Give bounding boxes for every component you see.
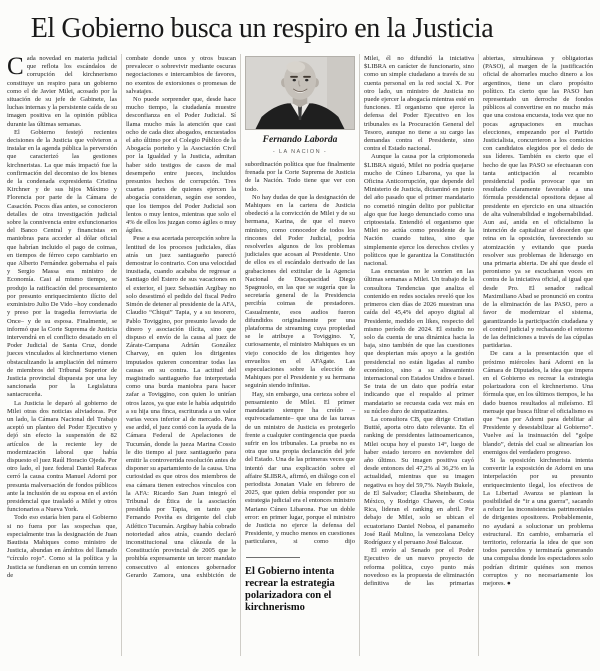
article-body [0, 54, 600, 656]
paragraph: Milei, él no difundió la iniciativa $LIBRA en carácter de funcionario, sino como un simple ciudadano a través de su cuenta personal en la red social X. Por otro lado, un ministro de Justicia no puede ejercer la abogacía mientras esté en funciones. El organismo que ejerce la defensa del Poder Ejecutivo en los tribunales es la Procuración General del Tesoro, aunque no tiene a su cargo las demandas contra el Presidente, sino contra el Estado nacional. [364, 55, 474, 153]
paragraph: El Gobierno festejó recientes decisiones de la Justicia que volvieron a instalar en la agenda pública la perversión que caracterizó las gestiones kirchneristas. La que más impactó fue la confirmación del decomiso de los bienes de la condenada expresidenta Cristina Kirchner y de sus hijos Máximo y Florencia por parte de la Cámara de Casación. Pocos días antes, se conocieron detalles de otra investigación judicial sobre la connivencia entre exfuncionarios del Banco Central y financistas en maniobras para acceder al dólar oficial que habrían incluido el pago de coimas, en tiempos de férreo cepo cambiario en que Alberto Fernández gobernaba el país y Sergio Massa era ministro de Economía. Casi al mismo tiempo, se produjo la ratificación del procesamiento por presunto enriquecimiento ilícito del exministro Julio De Vido –hoy condenado y preso por la tragedia ferroviaria de Once– y de su esposa. Finalmente, se informó que la Corte Suprema de Justicia intervendrá en el conflicto desatado en el Poder Judicial de Santa Cruz, donde jueces vinculados al kirchnerismo vienen obstaculizando la ampliación del número de miembros del Tribunal Superior de Justicia provincial dispuesta por una ley sancionada por la Legislatura santacruceña. [7, 128, 117, 399]
paragraph: subordinación política que fue finalmente frenada por la Corte Suprema de Justicia de la Nación. Todo tiene que ver con todo. [245, 161, 355, 193]
paragraph: No puede sorprender que, desde hace mucho tiempo, la ciudadanía muestre desconfianza en el Poder Judicial. Sí llama mucho más la atención que casi ocho de cada diez abogados, encuestados el año último por el Colegio Público de la Abogacía porteño y la Asociación Civil por la Igualdad y la Justicia, admitan haber sido testigos de casos de mal desempeño entre jueces, incluidos presuntos hechos de corrupción. Tres cuartas partes de quienes ejercen la abogacía consideran, según ese sondeo, que los tiempos del Poder Judicial son lentos o muy lentos, mientras que solo el 4% de ellos los juzgan como ágiles o muy ágiles. [126, 96, 236, 235]
paragraph: La consultora CB, que dirige Cristian Buttié, aporta otro dato relevante. En el ranking de presidentes latinoamericanos, Milei ocupa hoy el puesto 14°, luego de haber estado tercero en noviembre del año último. Su imagen positiva cayó desde entonces del 47,2% al 36,2% en la actualidad, mientras que su imagen negativa es hoy del 59,7%. Nayib Bukele, de El Salvador; Claudia Sheinbaum, de México, y Rodrigo Chaves, de Costa Rica, lideran el ranking en abril. Por debajo de Milei, solo se ubican el ecuatoriano Daniel Noboa, el panameño José Raúl Mulino, la venezolana Delcy Rodríguez y el peruano José Balcazar. [364, 415, 474, 546]
pull-quote-rule [246, 557, 300, 558]
column-5 [478, 54, 597, 656]
paragraph: Aunque la causa por la criptomoneda $LIBRA siguió, Milei no podría quejarse mucho de Cúneo Libarona, ya que la Oficina Anticorrupción, que depende del Ministerio de Justicia, dictaminó en junio del año pasado que el primer mandatario no cometió ningún delito por publicitar algo que fue luego denunciado como una criptoestafa. Entendió el organismo que Milei no actúa como presidente de la Nación cuando tuitea, sino que simplemente ejerce los derechos civiles y políticos que le garantiza la Constitución nacional. [364, 153, 474, 268]
paragraph: Si la oposición kirchnerista intenta convertir la exposición de Adorni en una interpelación por su presunto enriquecimiento ilegal, los efectivos de La Libertad Avanza se plantean la posibilidad de “ir a una guerra”, sacando a relucir las inconsistencias patrimoniales de dirigentes opositores. Probablemente, no ayudará a solucionar un problema estructural. En cambio, embarraría el territorio, reforzaría la idea de que son todos parecidos y terminaría generando una compulsa donde los espectadores solo podrían dirimir quiénes son menos corruptos y no necesariamente los mejores. ● [483, 456, 593, 587]
author-name: Fernando Laborda [262, 135, 338, 145]
headline: El Gobierno busca un respiro en la Justicia [30, 13, 494, 44]
paragraph: No hay dudas de que la designación de Mahiques en la cartera de Justicia obedeció a la convicción de Milei y de su hermana, Karina, de que el nuevo ministro, como conocedor de todos los rincones del Poder Judicial, podría resolverles algunos de los problemas judiciales que acosan al Presidente. Uno de ellos es el escándalo derivado de las grabaciones del extitular de la Agencia Nacional de Discapacidad Diego Spagnuolo, en las que se sugería que la secretaría general de la Presidencia percibía coimas de prestadores. Casualmente, esos audios fueron difundidos originalmente por una plataforma de streaming cuya propiedad se le atribuye a Toviggino. Y, curiosamente, el ministro Mahiques es un viejo conocido de los dirigentes hoy envueltos en el AFAgate. Las especulaciones sobre la elección de Mahiques por el Presidente y su hermana seguirán siendo infinitas. [245, 193, 355, 390]
paragraph: Pese a esa acertada percepción sobre la lentitud de los procesos judiciales, días atrás un juez santiagueño pareció demostrar lo contrario. Con una velocidad inusitada, cuando acababa de regresar a Santiago del Estero de sus vacaciones en el exterior, el juez Sebastián Argibay no solo desestimó el pedido del fiscal Pedro Simón de detener al presidente de la AFA, Claudio “Chiqui” Tapia, y a su tesorero, Pablo Toviggino, por presunto lavado de dinero y asociación ilícita, sino que dispuso el envío de la causa al juez de Zárate-Campana Adrián González Charvay, en quien los dirigentes imputados quieren concentrar todas las causas en su contra. La actitud del magistrado santiagueño fue interpretada como una burda maniobra para hacer zafar a Toviggino, con quien lo unirían otros lazos, ya que este le había adquirido a su hija una finca, escriturada a un valor varias veces inferior al de mercado. Para ese ardid, el juez contó con la ayuda de la Cámara Federal de Apelaciones de Tucumán, donde la jueza Marina Cossio le dio tiempo al juez santiagueño para emitir la controvertida resolución antes de disponer su apartamiento de la causa. Una curiosidad es que otros dos miembros de esa cámara tienen estrechos vínculos con la AFA: Ricardo San Juan integró el Tribunal de Ética de la asociación presidida por Tapia, en tanto que Fernando Poviña es dirigente del club Atlético Tucumán. Argibay había cobrado notoriedad años atrás, cuando declaró inconstitucional una cláusula de la Constitución provincial de 2005 que le prohibía expresamente un tercer mandato consecutivo al entonces gobernador Gerardo Zamora, una exhibición de [126, 235, 236, 579]
author-credit: - LA NACION - [272, 149, 328, 155]
column-1 [3, 54, 121, 656]
paragraph [7, 55, 117, 129]
portrait-photo-icon [245, 56, 355, 130]
author-caption [245, 135, 355, 155]
drop-cap: C [7, 54, 24, 80]
paragraph-text: ada novedad en materia judicial que reflota los escándalos de corrupción del kirchnerismo constituye un respiro para un gobierno como el de Javier Milei, acosado por la situación de su jefe de Gabinete, las luchas internas y la persistente caída de su imagen positiva en la opinión pública durante las últimas semanas. [7, 55, 117, 128]
author-photo [245, 56, 355, 155]
pull-quote: El Gobierno intenta recrear la estrategia polarizadora con el kirchnerismo [245, 565, 335, 614]
column-4 [359, 54, 478, 656]
paragraph: Hay, sin embargo, una certeza sobre el pensamiento de Milei. El primer mandatario siempre ha creído –equivocadamente– que una de las tareas de un ministro de Justicia es protegerlo frente a cualquier contingencia que pueda sufrir en los tribunales. La prueba no es otra que una propia declaración del jefe del Estado. Una de las primeras veces que intentó dar una explicación sobre el affaire $LIBRA, afirmó, en diálogo con el periodista Jonatan Viale en febrero de 2025, que quien debía responder por su estrategia judicial era el entonces ministro Mariano Cúneo Libarona. Fue un doble error: en primer lugar, porque el ministro de Justicia no ejerce la defensa del Presidente, y mucho menos en cuestiones particulares, si como dijo [245, 390, 355, 546]
paragraph: Todo eso estaría bien para el Gobierno si no fuera por las sospechas que, especialmente tras la designación de Juan Bautista Mahiques como ministro de Justicia, abundan en ámbitos del llamado “círculo rojo”. Como si la política y la Justicia se fundieran en un común terreno de [7, 514, 117, 579]
paragraph: La Justicia le deparó al gobierno de Milei otras dos noticias aliviadoras. Por un lado, la Cámara Nacional del Trabajo aceptó un planteo del Poder Ejecutivo y dejó sin efecto la suspensión de 82 artículos de la reciente ley de modernización laboral que había dispuesto el juez Raúl Horacio Ojeda. Por otro lado, el juez federal Daniel Rafecas cerró la causa contra Manuel Adorni por presunta malversación de fondos públicos ante la inclusión de su esposa en el avión presidencial que trasladó a Milei y otros funcionarios a Nueva York. [7, 399, 117, 514]
paragraph: abiertas, simultáneas y obligatorias (PASO), al margen de la justificación oficial de ahorrarles mucho dinero a los argentinos, tiene un claro propósito político. Es cierto que las PASO han representado un derroche de fondos públicos al convertirse en no mucho más que una costosa encuesta, toda vez que no pocas agrupaciones en muchas elecciones, empezando por el Partido Justicialista, concurrieron a los comicios con candidatos elegidos por el dedo de sus líderes. También es cierto que el hecho de que las PASO se efectuaran con tanta anticipación al recambio presidencial podía provocar que un resultado claramente favorable a una fórmula presidencial opositora dejase al presidente en ejercicio en una situación de alta vulnerabilidad e ingobernabilidad. Aun así, anida en el oficialismo la intención de capitalizar el desorden que reina en la oposición, favoreciendo su atomización y evitando que pueda resolver sus problemas de liderazgo en una primaria abierta. De ahí que desde el peronismo ya se escucharan voces en contra de la iniciativa oficial, al igual que desde Pro. El senador radical Maximiliano Abad se pronunció en contra de la eliminación de las PASO, pero a favor de modernizar el sistema, garantizando la participación ciudadana y el control judicial y rechazando el retorno de las definiciones a través de las cúpulas partidarias. [483, 55, 593, 350]
paragraph: De cara a la presentación que el próximo miércoles hará Adorni en la Cámara de Diputados, la idea que impera en el Gobierno es recrear la estrategia polarizadora con el kirchnerismo. Una fórmula que, en los últimos tiempos, le ha dado buenos resultados al mileísmo. El mensaje que busca filtrar el oficialismo es que “van por Adorni para debilitar al Presidente y desestabilizar al Gobierno”. Vuelve así la insinuación del “golpe blando”, detrás del cual se alinearían los enemigos del verdadero progreso. [483, 350, 593, 456]
paragraph: El envío al Senado por el Poder Ejecutivo de un nuevo proyecto de reforma política, cuyo punto más novedoso es la propuesta de eliminación definitiva de las primarias [364, 547, 474, 587]
column-3 [240, 54, 359, 656]
paragraph: Las encuestas no le sonríen en las últimas semanas a Milei. Un trabajo de la consultora Tendencias que analiza el contenido en redes sociales reveló que los primeros cien días de 2026 muestran una caída del 45,4% del apoyo digital al Presidente, medido en likes, respecto del mismo período de 2024. El estudio no solo da cuenta de una dinámica hacia la baja, sino también de que las cuestiones que despiertan más apoyo a la gestión presidencial no están ligadas al rumbo económico, sino a su alineamiento internacional con Estados Unidos e Israel. Se trata de un dato que podría estar indicando que el respaldo al primer mandatario se recuesta cada vez más en su núcleo duro de simpatizantes. [364, 268, 474, 415]
column-2 [121, 54, 240, 656]
paragraph: combate donde unos y otros buscan prevalecer o sobrevivir mediante oscuras negociaciones e intercambios de favores, no exentos de extorsiones o promesas de salvatajes. [126, 55, 236, 95]
